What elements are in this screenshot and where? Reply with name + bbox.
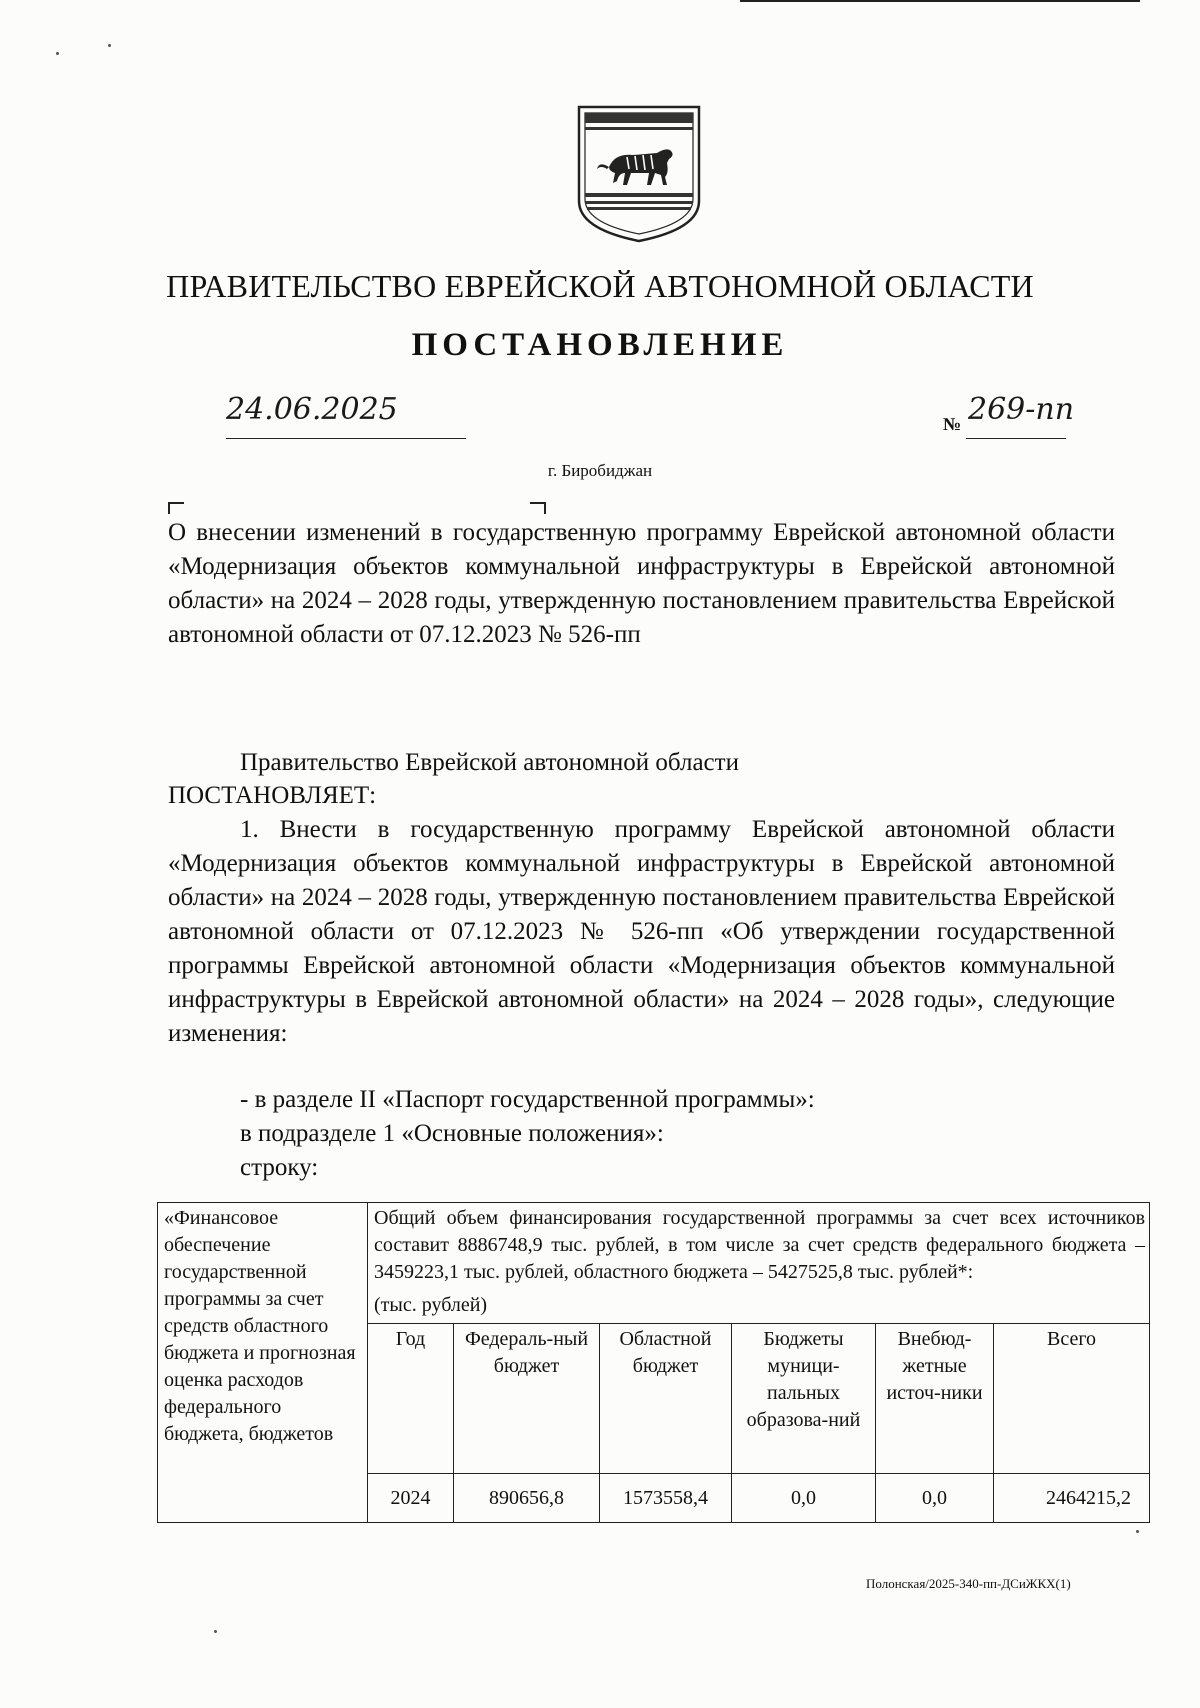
right-corner-mark xyxy=(530,502,546,514)
city-line: г. Биробиджан xyxy=(547,461,653,480)
preamble: Правительство Еврейской автономной области xyxy=(240,749,739,776)
decree-word: ПОСТАНОВЛЯЕТ: xyxy=(168,782,377,809)
number-underline xyxy=(966,438,1066,439)
table-header-cell: Внебюд-жетные источ-ники xyxy=(876,1324,994,1474)
item-1-paragraph: 1. Внести в государственную программу Еврейской автономной области «Модернизация объектов коммунальной инфраструктуры в Еврейской автономной области» на 2024 – 2028 годы, утвержденную постановлением правительства Еврейской автономной области от 07.12.2023 № 526-пп «Об утверждении государственной программы Еврейской автономной области «Модернизация объектов коммунальной инфраструктуры в Еврейской автономной области» на 2024 – 2028 годы», следующие изменения: xyxy=(168,816,1115,1047)
financing-table xyxy=(157,1202,1149,1523)
handwritten-date: 24.06.2025 xyxy=(226,392,398,427)
number-label: № xyxy=(943,414,962,434)
document-type-title: ПОСТАНОВЛЕНИЕ xyxy=(411,327,789,363)
table-cell-municipal: 0,0 xyxy=(732,1474,876,1523)
scan-edge-line xyxy=(740,0,1140,2)
table-header-cell: Федераль-ный бюджет xyxy=(454,1324,600,1474)
footer-reference: Полонская/2025-340-пп-ДСиЖКХ(1) xyxy=(866,1576,1071,1591)
scan-speck xyxy=(108,44,111,47)
date-underline xyxy=(226,438,466,439)
table-summary-text: Общий объем финансирования государственной программы за счет всех источников составит 8886748,9 тыс. рублей, в том числе за счет средств федерального бюджета – 3459223,1 тыс. рублей, областного бюджета – 5427525,8 тыс. рублей*: xyxy=(374,1207,1146,1283)
table-cell-federal: 890656,8 xyxy=(454,1474,600,1523)
document-subject: О внесении изменений в государственную программу Еврейской автономной области «Модернизация объектов коммунальной инфраструктуры в Еврейской автономной области» на 2024 – 2028 годы, утвержденную постановлением правительства Еврейской автономной области от 07.12.2023 № 526-пп xyxy=(168,519,1115,648)
table-lead-text: «Финансовое обеспечение государственной программы за счет средств областного бюджета и прогнозная оценка расходов федерального бюджета, бюджетов xyxy=(164,1207,356,1445)
scan-speck xyxy=(214,1630,217,1633)
coat-of-arms-tiger-icon xyxy=(575,103,703,245)
scan-speck xyxy=(56,52,59,55)
table-lead-cell xyxy=(158,1203,368,1523)
table-cell-extrabudgetary: 0,0 xyxy=(876,1474,994,1523)
table-cell-year: 2024 xyxy=(368,1474,454,1523)
government-name: ПРАВИТЕЛЬСТВО ЕВРЕЙСКОЙ АВТОНОМНОЙ ОБЛАСТИ xyxy=(166,268,1034,304)
left-corner-mark xyxy=(168,502,184,514)
table-cell-total: 2464215,2 xyxy=(994,1474,1150,1523)
table-summary-cell xyxy=(368,1203,1150,1324)
row-word: строку: xyxy=(240,1154,319,1181)
handwritten-number: 269-пп xyxy=(968,392,1075,427)
table-header-cell: Областной бюджет xyxy=(600,1324,732,1474)
table-header-cell: Год xyxy=(368,1324,454,1474)
subsection-line: в подразделе 1 «Основные положения»: xyxy=(240,1120,664,1147)
scan-speck xyxy=(1136,1530,1139,1533)
table-header-cell: Всего xyxy=(994,1324,1150,1474)
table-header-cell: Бюджеты муници-пальных образова-ний xyxy=(732,1324,876,1474)
table-unit: (тыс. рублей) xyxy=(374,1294,488,1316)
section-line: - в разделе II «Паспорт государственной программы»: xyxy=(240,1086,815,1113)
table-cell-regional: 1573558,4 xyxy=(600,1474,732,1523)
